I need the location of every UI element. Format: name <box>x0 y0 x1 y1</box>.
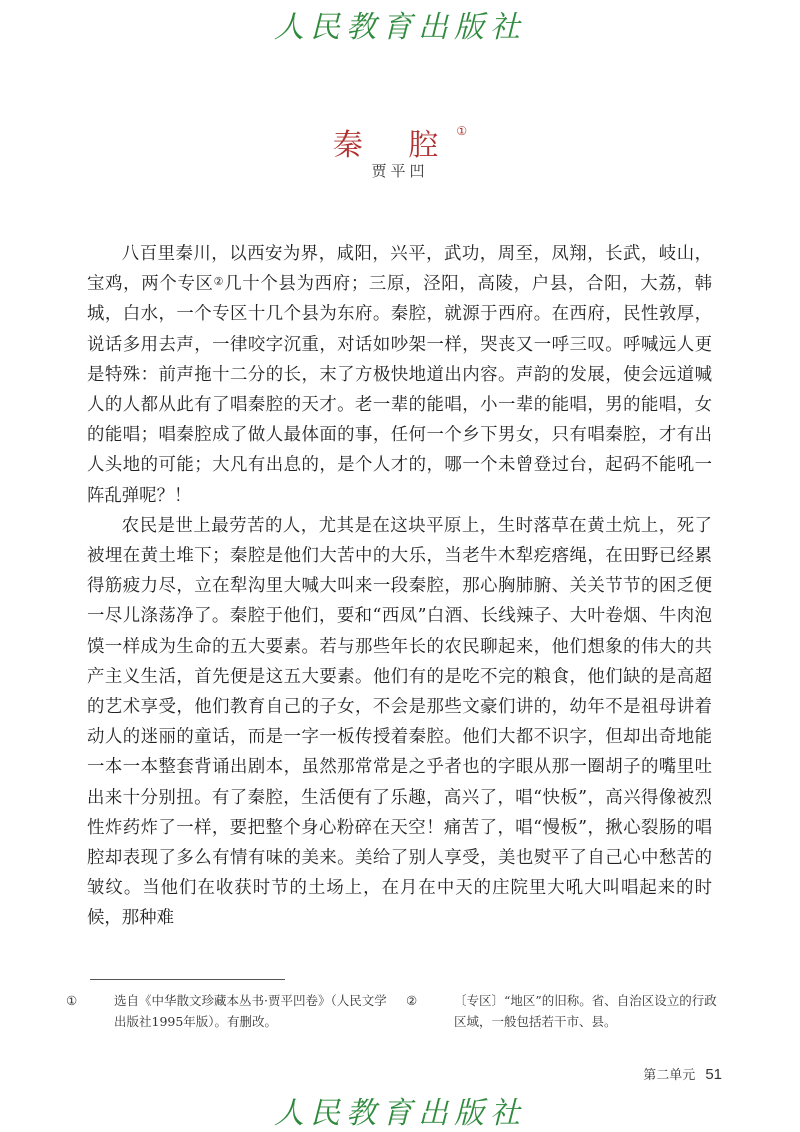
article-title <box>0 120 800 164</box>
publisher-logo-bottom: 人民教育出版社 <box>274 1096 526 1131</box>
title-footnote-marker[interactable]: ① <box>456 124 468 139</box>
footnote-2 <box>406 990 720 1032</box>
footnote-marker-2[interactable]: ② <box>213 275 225 289</box>
publisher-logo-top: 人民教育出版社 <box>274 10 526 45</box>
paragraph-1 <box>87 239 712 511</box>
page-footer <box>643 1064 722 1083</box>
paragraph-1-part-1: 八百里秦川，以西安为界，咸阳，兴平，武功，周至，凤翔，长武，岐山，宝鸡，两个专区 <box>87 244 712 295</box>
article-title-text: 秦 腔 <box>332 128 457 164</box>
unit-label: 第二单元 <box>643 1068 696 1083</box>
paragraph-2: 农民是世上最劳苦的人，尤其是在这块平原上，生时落草在黄土炕上，死了被埋在黄土堆下；秦腔是他们大苦中的大乐，当老牛木犁疙瘩绳，在田野已经累得筋疲力尽，立在犁沟里大喊大叫来一段秦腔，那心胸肺腑、关关节节的困乏便一尽儿涤荡净了。秦腔于他们，要和“西凤”白酒、长线辣子、大叶卷烟、牛肉泡馍一样成为生命的五大要素。若与那些年长的农民聊起来，他们想象的伟大的共产主义生活，首先便是这五大要素。他们有的是吃不完的粮食，他们缺的是高超的艺术享受，他们教育自己的子女，不会是那些文豪们讲的，幼年不是祖母讲着动人的迷丽的童话，而是一字一板传授着秦腔。他们大都不识字，但却出奇地能一本一本整套背诵出剧本，虽然那常常是之乎者也的字眼从那一圈胡子的嘴里吐出来十分别扭。有了秦腔，生活便有了乐趣，高兴了，唱“快板”，高兴得像被烈性炸药炸了一样，要把整个身心粉碎在天空！痛苦了，唱“慢板”，揪心裂肠的唱腔却表现了多么有情有味的美来。美给了别人享受，美也熨平了自己心中愁苦的皱纹。当他们在收获时节的土场上，在月在中天的庄院里大吼大叫唱起来的时候，那种难 <box>87 515 712 929</box>
footnote-2-number: ② <box>406 993 418 1008</box>
footnote-divider <box>90 979 285 980</box>
article-author: 贾平凹 <box>371 162 429 180</box>
article-body <box>87 239 712 934</box>
footnote-1-text: 选自《中华散文珍藏本丛书·贾平凹卷》（人民文学出版社1995年版）。有删改。 <box>114 993 387 1029</box>
paragraph-1-part-2: 几十个县为西府；三原，泾阳，高陵，户县，合阳，大荔，韩城，白水，一个专区十几个县为东府。秦腔，就源于西府。在西府，民性敦厚，说话多用去声，一律咬字沉重，对话如吵架一样，哭丧又一呼三叹。呼喊远人更是特殊：前声拖十二分的长，末了方极快地道出内容。声韵的发展，使会远道喊人的人都从此有了唱秦腔的天才。老一辈的能唱，小一辈的能唱，男的能唱，女的能唱；唱秦腔成了做人最体面的事，任何一个乡下男女，只有唱秦腔，才有出人头地的可能；大凡有出息的，是个人才的，哪一个未曾登过台，起码不能吼一阵乱弹呢？！ <box>87 274 712 506</box>
footnote-1 <box>66 990 390 1032</box>
footnote-1-number: ① <box>66 993 78 1008</box>
page-number: 51 <box>705 1066 722 1083</box>
footnote-2-text: 〔专区〕“地区”的旧称。省、自治区设立的行政区域，一般包括若干市、县。 <box>454 993 717 1029</box>
